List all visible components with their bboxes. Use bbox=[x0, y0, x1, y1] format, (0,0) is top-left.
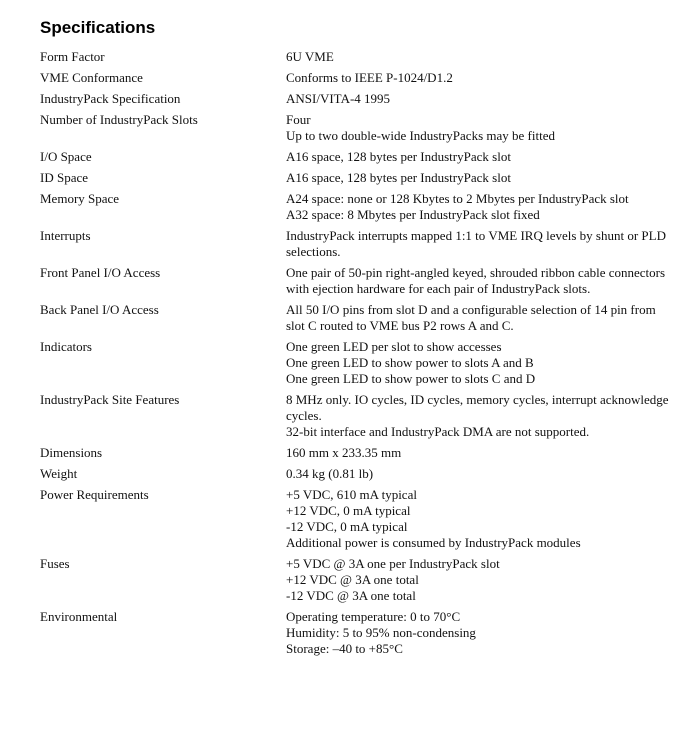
spec-value-line: 6U VME bbox=[286, 49, 334, 64]
spec-label: Form Factor bbox=[40, 49, 105, 64]
spec-label: Environmental bbox=[40, 609, 118, 624]
spec-label: Weight bbox=[40, 466, 78, 481]
spec-value-line: ANSI/VITA-4 1995 bbox=[286, 91, 391, 106]
spec-value-line: One green LED to show power to slots C and D bbox=[286, 371, 536, 386]
spec-row bbox=[40, 392, 670, 440]
spec-label: Memory Space bbox=[40, 191, 120, 206]
spec-value-line: Four bbox=[286, 112, 311, 127]
spec-value-line: A16 space, 128 bytes per IndustryPack slot bbox=[286, 170, 511, 185]
spec-value-line: Conforms to IEEE P-1024/D1.2 bbox=[286, 70, 453, 85]
spec-label: Dimensions bbox=[40, 445, 103, 460]
spec-value bbox=[286, 149, 670, 165]
spec-value-line: -12 VDC @ 3A one total bbox=[286, 588, 416, 603]
spec-value bbox=[286, 91, 670, 107]
spec-row bbox=[40, 91, 670, 107]
spec-label: Interrupts bbox=[40, 228, 91, 243]
spec-value bbox=[286, 49, 670, 65]
spec-value bbox=[286, 445, 670, 461]
spec-value-line: One green LED per slot to show accesses bbox=[286, 339, 502, 354]
spec-value bbox=[286, 112, 670, 144]
spec-value-line: -12 VDC, 0 mA typical bbox=[286, 519, 408, 534]
spec-row bbox=[40, 609, 670, 657]
spec-value bbox=[286, 302, 670, 334]
spec-value-line: +5 VDC, 610 mA typical bbox=[286, 487, 417, 502]
spec-label: IndustryPack Site Features bbox=[40, 392, 180, 407]
spec-row bbox=[40, 445, 670, 461]
spec-label: Number of IndustryPack Slots bbox=[40, 112, 198, 127]
spec-row bbox=[40, 112, 670, 144]
spec-value-line: IndustryPack interrupts mapped 1:1 to VME IRQ levels by shunt or PLD selections. bbox=[286, 228, 666, 259]
spec-row bbox=[40, 49, 670, 65]
spec-row bbox=[40, 149, 670, 165]
spec-row bbox=[40, 487, 670, 551]
spec-row bbox=[40, 556, 670, 604]
spec-label: Front Panel I/O Access bbox=[40, 265, 161, 280]
spec-row bbox=[40, 466, 670, 482]
spec-value-line: +12 VDC @ 3A one total bbox=[286, 572, 419, 587]
spec-value-line: A32 space: 8 Mbytes per IndustryPack slot fixed bbox=[286, 207, 540, 222]
spec-value-line: Storage: –40 to +85°C bbox=[286, 641, 403, 656]
spec-value bbox=[286, 487, 670, 551]
spec-label: ID Space bbox=[40, 170, 89, 185]
spec-row bbox=[40, 339, 670, 387]
spec-value bbox=[286, 228, 670, 260]
spec-value bbox=[286, 556, 670, 604]
spec-row bbox=[40, 302, 670, 334]
spec-value-line: One pair of 50-pin right-angled keyed, shrouded ribbon cable connectors with ejection hardware for each pair of IndustryPack slots. bbox=[286, 265, 666, 296]
spec-value-line: 32-bit interface and IndustryPack DMA are not supported. bbox=[286, 424, 590, 439]
spec-value-line: Up to two double-wide IndustryPacks may be fitted bbox=[286, 128, 555, 143]
spec-value bbox=[286, 191, 670, 223]
spec-value-line: Operating temperature: 0 to 70°C bbox=[286, 609, 461, 624]
spec-value-line: 8 MHz only. IO cycles, ID cycles, memory cycles, interrupt acknowledge cycles. bbox=[286, 392, 669, 423]
spec-value-line: One green LED to show power to slots A and B bbox=[286, 355, 534, 370]
spec-value-line: A16 space, 128 bytes per IndustryPack slot bbox=[286, 149, 511, 164]
spec-value bbox=[286, 466, 670, 482]
spec-label: I/O Space bbox=[40, 149, 92, 164]
spec-label: Back Panel I/O Access bbox=[40, 302, 159, 317]
spec-value bbox=[286, 609, 670, 657]
spec-row bbox=[40, 70, 670, 86]
spec-value-line: All 50 I/O pins from slot D and a configurable selection of 14 pin from slot C routed to VME bus P2 rows A and C. bbox=[286, 302, 656, 333]
spec-value-line: Humidity: 5 to 95% non-condensing bbox=[286, 625, 476, 640]
spec-row bbox=[40, 265, 670, 297]
spec-value-line: +12 VDC, 0 mA typical bbox=[286, 503, 411, 518]
spec-value-line: +5 VDC @ 3A one per IndustryPack slot bbox=[286, 556, 500, 571]
spec-value-line: 0.34 kg (0.81 lb) bbox=[286, 466, 374, 481]
spec-label: IndustryPack Specification bbox=[40, 91, 181, 106]
spec-label: Indicators bbox=[40, 339, 92, 354]
spec-label: Power Requirements bbox=[40, 487, 149, 502]
spec-row bbox=[40, 228, 670, 260]
spec-label: VME Conformance bbox=[40, 70, 143, 85]
spec-value-line: A24 space: none or 128 Kbytes to 2 Mbytes per IndustryPack slot bbox=[286, 191, 629, 206]
page-title: Specifications bbox=[40, 18, 156, 37]
spec-value bbox=[286, 339, 670, 387]
spec-value-line: 160 mm x 233.35 mm bbox=[286, 445, 402, 460]
specifications-table bbox=[40, 49, 670, 662]
spec-value bbox=[286, 392, 670, 440]
spec-value-line: Additional power is consumed by IndustryPack modules bbox=[286, 535, 581, 550]
spec-row bbox=[40, 170, 670, 186]
spec-row bbox=[40, 191, 670, 223]
spec-value bbox=[286, 70, 670, 86]
spec-value bbox=[286, 265, 670, 297]
spec-value bbox=[286, 170, 670, 186]
spec-label: Fuses bbox=[40, 556, 70, 571]
